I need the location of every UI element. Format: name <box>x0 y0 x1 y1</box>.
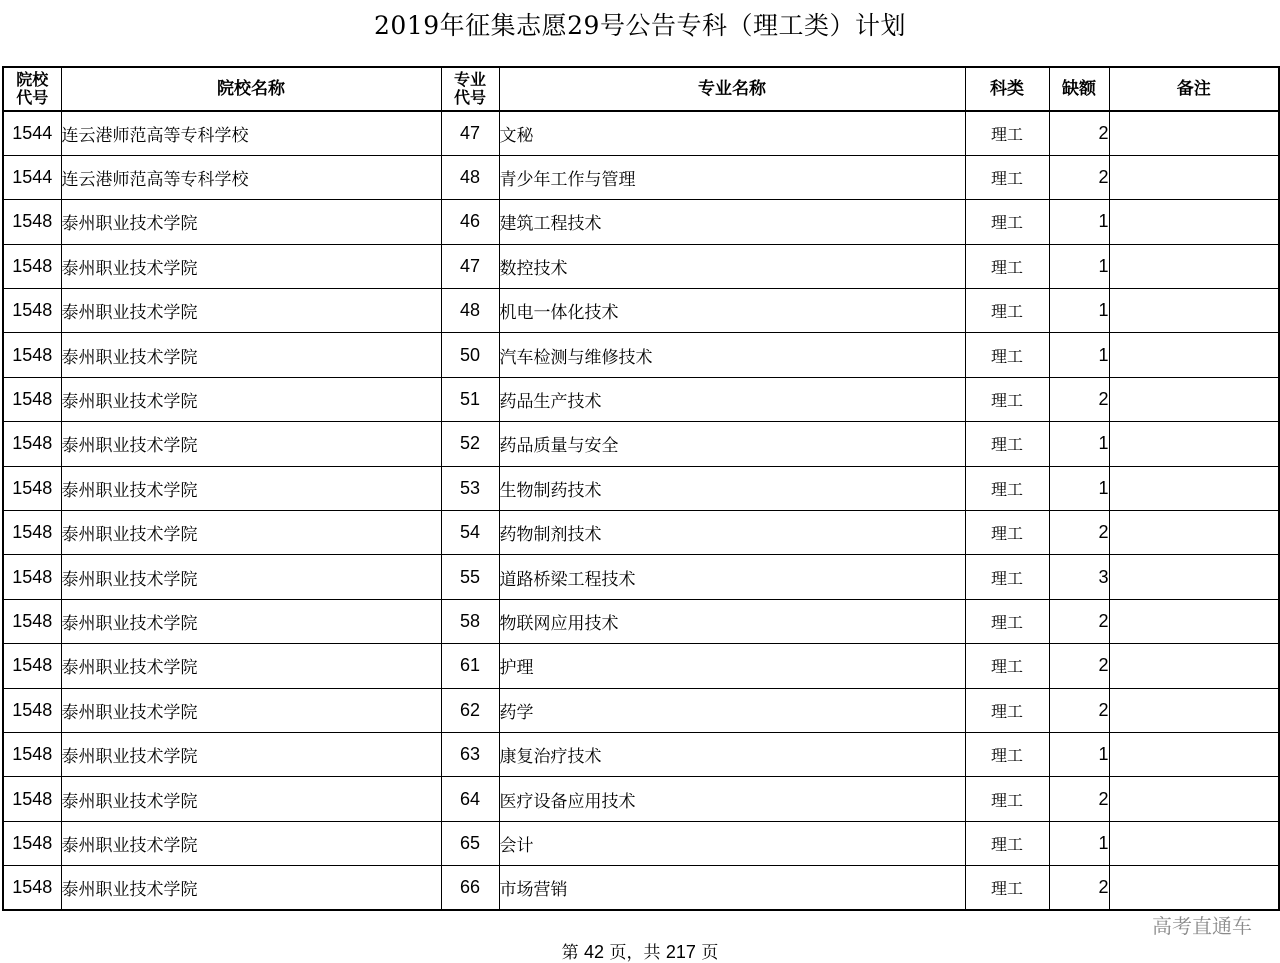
cell-category: 理工 <box>965 422 1049 466</box>
header-major-code-line1: 专业 <box>453 70 486 89</box>
cell-major-name: 市场营销 <box>499 866 965 910</box>
cell-category: 理工 <box>965 333 1049 377</box>
cell-school-name: 泰州职业技术学院 <box>61 466 441 510</box>
cell-note <box>1109 732 1279 776</box>
table-row <box>3 555 1279 599</box>
cell-vacancies: 2 <box>1049 866 1109 910</box>
cell-school-name: 泰州职业技术学院 <box>61 688 441 732</box>
cell-note <box>1109 777 1279 821</box>
cell-category: 理工 <box>965 200 1049 244</box>
cell-school-code: 1548 <box>3 466 61 510</box>
header-category: 科类 <box>965 67 1049 111</box>
cell-school-name: 泰州职业技术学院 <box>61 732 441 776</box>
cell-major-name: 药学 <box>499 688 965 732</box>
cell-vacancies: 2 <box>1049 111 1109 155</box>
cell-vacancies: 1 <box>1049 732 1109 776</box>
cell-vacancies: 1 <box>1049 289 1109 333</box>
cell-category: 理工 <box>965 599 1049 643</box>
cell-category: 理工 <box>965 511 1049 555</box>
cell-major-name: 护理 <box>499 644 965 688</box>
cell-school-code: 1548 <box>3 821 61 865</box>
cell-category: 理工 <box>965 377 1049 421</box>
cell-major-code: 65 <box>441 821 499 865</box>
cell-school-code: 1548 <box>3 732 61 776</box>
cell-major-name: 文秘 <box>499 111 965 155</box>
cell-major-code: 63 <box>441 732 499 776</box>
header-major-code-line2: 代号 <box>453 88 486 107</box>
cell-category: 理工 <box>965 777 1049 821</box>
cell-major-code: 64 <box>441 777 499 821</box>
cell-vacancies: 2 <box>1049 777 1109 821</box>
table-row <box>3 377 1279 421</box>
page-footer <box>0 938 1280 963</box>
cell-note <box>1109 821 1279 865</box>
plan-table <box>2 66 1280 911</box>
cell-school-code: 1548 <box>3 599 61 643</box>
cell-school-name: 泰州职业技术学院 <box>61 644 441 688</box>
cell-vacancies: 2 <box>1049 377 1109 421</box>
cell-school-name: 泰州职业技术学院 <box>61 244 441 288</box>
cell-school-name: 泰州职业技术学院 <box>61 289 441 333</box>
cell-note <box>1109 866 1279 910</box>
cell-school-code: 1548 <box>3 377 61 421</box>
cell-major-name: 会计 <box>499 821 965 865</box>
cell-major-code: 58 <box>441 599 499 643</box>
cell-major-name: 数控技术 <box>499 244 965 288</box>
cell-vacancies: 1 <box>1049 466 1109 510</box>
cell-school-code: 1548 <box>3 644 61 688</box>
table-row <box>3 644 1279 688</box>
header-school-name: 院校名称 <box>61 67 441 111</box>
cell-major-code: 47 <box>441 111 499 155</box>
cell-major-name: 汽车检测与维修技术 <box>499 333 965 377</box>
cell-school-name: 泰州职业技术学院 <box>61 555 441 599</box>
cell-school-code: 1548 <box>3 777 61 821</box>
cell-vacancies: 2 <box>1049 644 1109 688</box>
cell-note <box>1109 244 1279 288</box>
cell-major-code: 48 <box>441 289 499 333</box>
cell-major-code: 53 <box>441 466 499 510</box>
cell-note <box>1109 377 1279 421</box>
watermark-text: 高考直通车 <box>1152 914 1252 938</box>
table-row <box>3 111 1279 155</box>
cell-school-name: 连云港师范高等专科学校 <box>61 111 441 155</box>
table-row <box>3 599 1279 643</box>
cell-vacancies: 2 <box>1049 155 1109 199</box>
table-row <box>3 200 1279 244</box>
footer-middle: 页，共 <box>604 943 666 963</box>
footer-suffix: 页 <box>695 943 719 963</box>
cell-note <box>1109 555 1279 599</box>
cell-category: 理工 <box>965 244 1049 288</box>
cell-school-name: 泰州职业技术学院 <box>61 777 441 821</box>
cell-school-name: 泰州职业技术学院 <box>61 377 441 421</box>
header-school-code-line1: 院校 <box>16 70 49 89</box>
cell-vacancies: 1 <box>1049 422 1109 466</box>
header-major-name: 专业名称 <box>499 67 965 111</box>
cell-school-name: 泰州职业技术学院 <box>61 200 441 244</box>
cell-major-name: 物联网应用技术 <box>499 599 965 643</box>
cell-school-code: 1548 <box>3 200 61 244</box>
cell-vacancies: 1 <box>1049 821 1109 865</box>
header-school-code-line2: 代号 <box>16 88 49 107</box>
table-row <box>3 333 1279 377</box>
cell-major-code: 51 <box>441 377 499 421</box>
cell-school-code: 1548 <box>3 333 61 377</box>
cell-note <box>1109 111 1279 155</box>
cell-major-name: 建筑工程技术 <box>499 200 965 244</box>
cell-vacancies: 3 <box>1049 555 1109 599</box>
table-row <box>3 777 1279 821</box>
cell-major-name: 药品生产技术 <box>499 377 965 421</box>
cell-school-name: 泰州职业技术学院 <box>61 511 441 555</box>
cell-note <box>1109 289 1279 333</box>
cell-school-name: 泰州职业技术学院 <box>61 333 441 377</box>
cell-category: 理工 <box>965 155 1049 199</box>
cell-note <box>1109 155 1279 199</box>
cell-category: 理工 <box>965 555 1049 599</box>
table-row <box>3 466 1279 510</box>
cell-vacancies: 1 <box>1049 200 1109 244</box>
table-row <box>3 155 1279 199</box>
cell-school-name: 泰州职业技术学院 <box>61 422 441 466</box>
cell-category: 理工 <box>965 289 1049 333</box>
cell-vacancies: 1 <box>1049 244 1109 288</box>
cell-school-code: 1544 <box>3 111 61 155</box>
cell-category: 理工 <box>965 821 1049 865</box>
cell-note <box>1109 466 1279 510</box>
table-row <box>3 688 1279 732</box>
cell-major-code: 61 <box>441 644 499 688</box>
table-row <box>3 821 1279 865</box>
cell-school-code: 1548 <box>3 555 61 599</box>
cell-major-code: 52 <box>441 422 499 466</box>
cell-major-name: 药品质量与安全 <box>499 422 965 466</box>
cell-category: 理工 <box>965 111 1049 155</box>
table-row <box>3 289 1279 333</box>
cell-note <box>1109 599 1279 643</box>
cell-school-code: 1548 <box>3 688 61 732</box>
cell-major-name: 道路桥梁工程技术 <box>499 555 965 599</box>
header-vacancies: 缺额 <box>1049 67 1109 111</box>
footer-prefix: 第 <box>561 943 585 963</box>
cell-category: 理工 <box>965 688 1049 732</box>
header-major-code <box>441 67 499 111</box>
cell-major-code: 54 <box>441 511 499 555</box>
cell-note <box>1109 200 1279 244</box>
cell-major-code: 55 <box>441 555 499 599</box>
cell-note <box>1109 688 1279 732</box>
cell-major-name: 生物制药技术 <box>499 466 965 510</box>
cell-major-code: 62 <box>441 688 499 732</box>
cell-major-code: 46 <box>441 200 499 244</box>
cell-category: 理工 <box>965 732 1049 776</box>
table-row <box>3 422 1279 466</box>
cell-school-code: 1548 <box>3 511 61 555</box>
cell-school-code: 1548 <box>3 866 61 910</box>
header-notes: 备注 <box>1109 67 1279 111</box>
cell-major-name: 药物制剂技术 <box>499 511 965 555</box>
table-row <box>3 866 1279 910</box>
cell-major-name: 医疗设备应用技术 <box>499 777 965 821</box>
footer-total-pages: 217 <box>665 942 696 962</box>
cell-major-name: 机电一体化技术 <box>499 289 965 333</box>
cell-category: 理工 <box>965 866 1049 910</box>
cell-major-code: 66 <box>441 866 499 910</box>
cell-school-name: 泰州职业技术学院 <box>61 821 441 865</box>
cell-major-code: 50 <box>441 333 499 377</box>
cell-major-name: 康复治疗技术 <box>499 732 965 776</box>
cell-vacancies: 2 <box>1049 599 1109 643</box>
footer-page-number: 42 <box>584 942 605 962</box>
table-row <box>3 732 1279 776</box>
header-school-code <box>3 67 61 111</box>
cell-note <box>1109 422 1279 466</box>
table-row <box>3 511 1279 555</box>
cell-category: 理工 <box>965 644 1049 688</box>
cell-school-code: 1548 <box>3 244 61 288</box>
cell-note <box>1109 333 1279 377</box>
cell-school-name: 泰州职业技术学院 <box>61 866 441 910</box>
cell-category: 理工 <box>965 466 1049 510</box>
table-row <box>3 244 1279 288</box>
cell-note <box>1109 511 1279 555</box>
cell-school-code: 1544 <box>3 155 61 199</box>
cell-major-code: 47 <box>441 244 499 288</box>
cell-school-name: 连云港师范高等专科学校 <box>61 155 441 199</box>
cell-major-code: 48 <box>441 155 499 199</box>
cell-school-name: 泰州职业技术学院 <box>61 599 441 643</box>
cell-major-name: 青少年工作与管理 <box>499 155 965 199</box>
cell-note <box>1109 644 1279 688</box>
cell-school-code: 1548 <box>3 422 61 466</box>
page-title: 2019年征集志愿29号公告专科（理工类）计划 <box>374 11 906 40</box>
cell-school-code: 1548 <box>3 289 61 333</box>
table-header-row <box>3 67 1279 111</box>
cell-vacancies: 2 <box>1049 511 1109 555</box>
cell-vacancies: 2 <box>1049 688 1109 732</box>
cell-vacancies: 1 <box>1049 333 1109 377</box>
